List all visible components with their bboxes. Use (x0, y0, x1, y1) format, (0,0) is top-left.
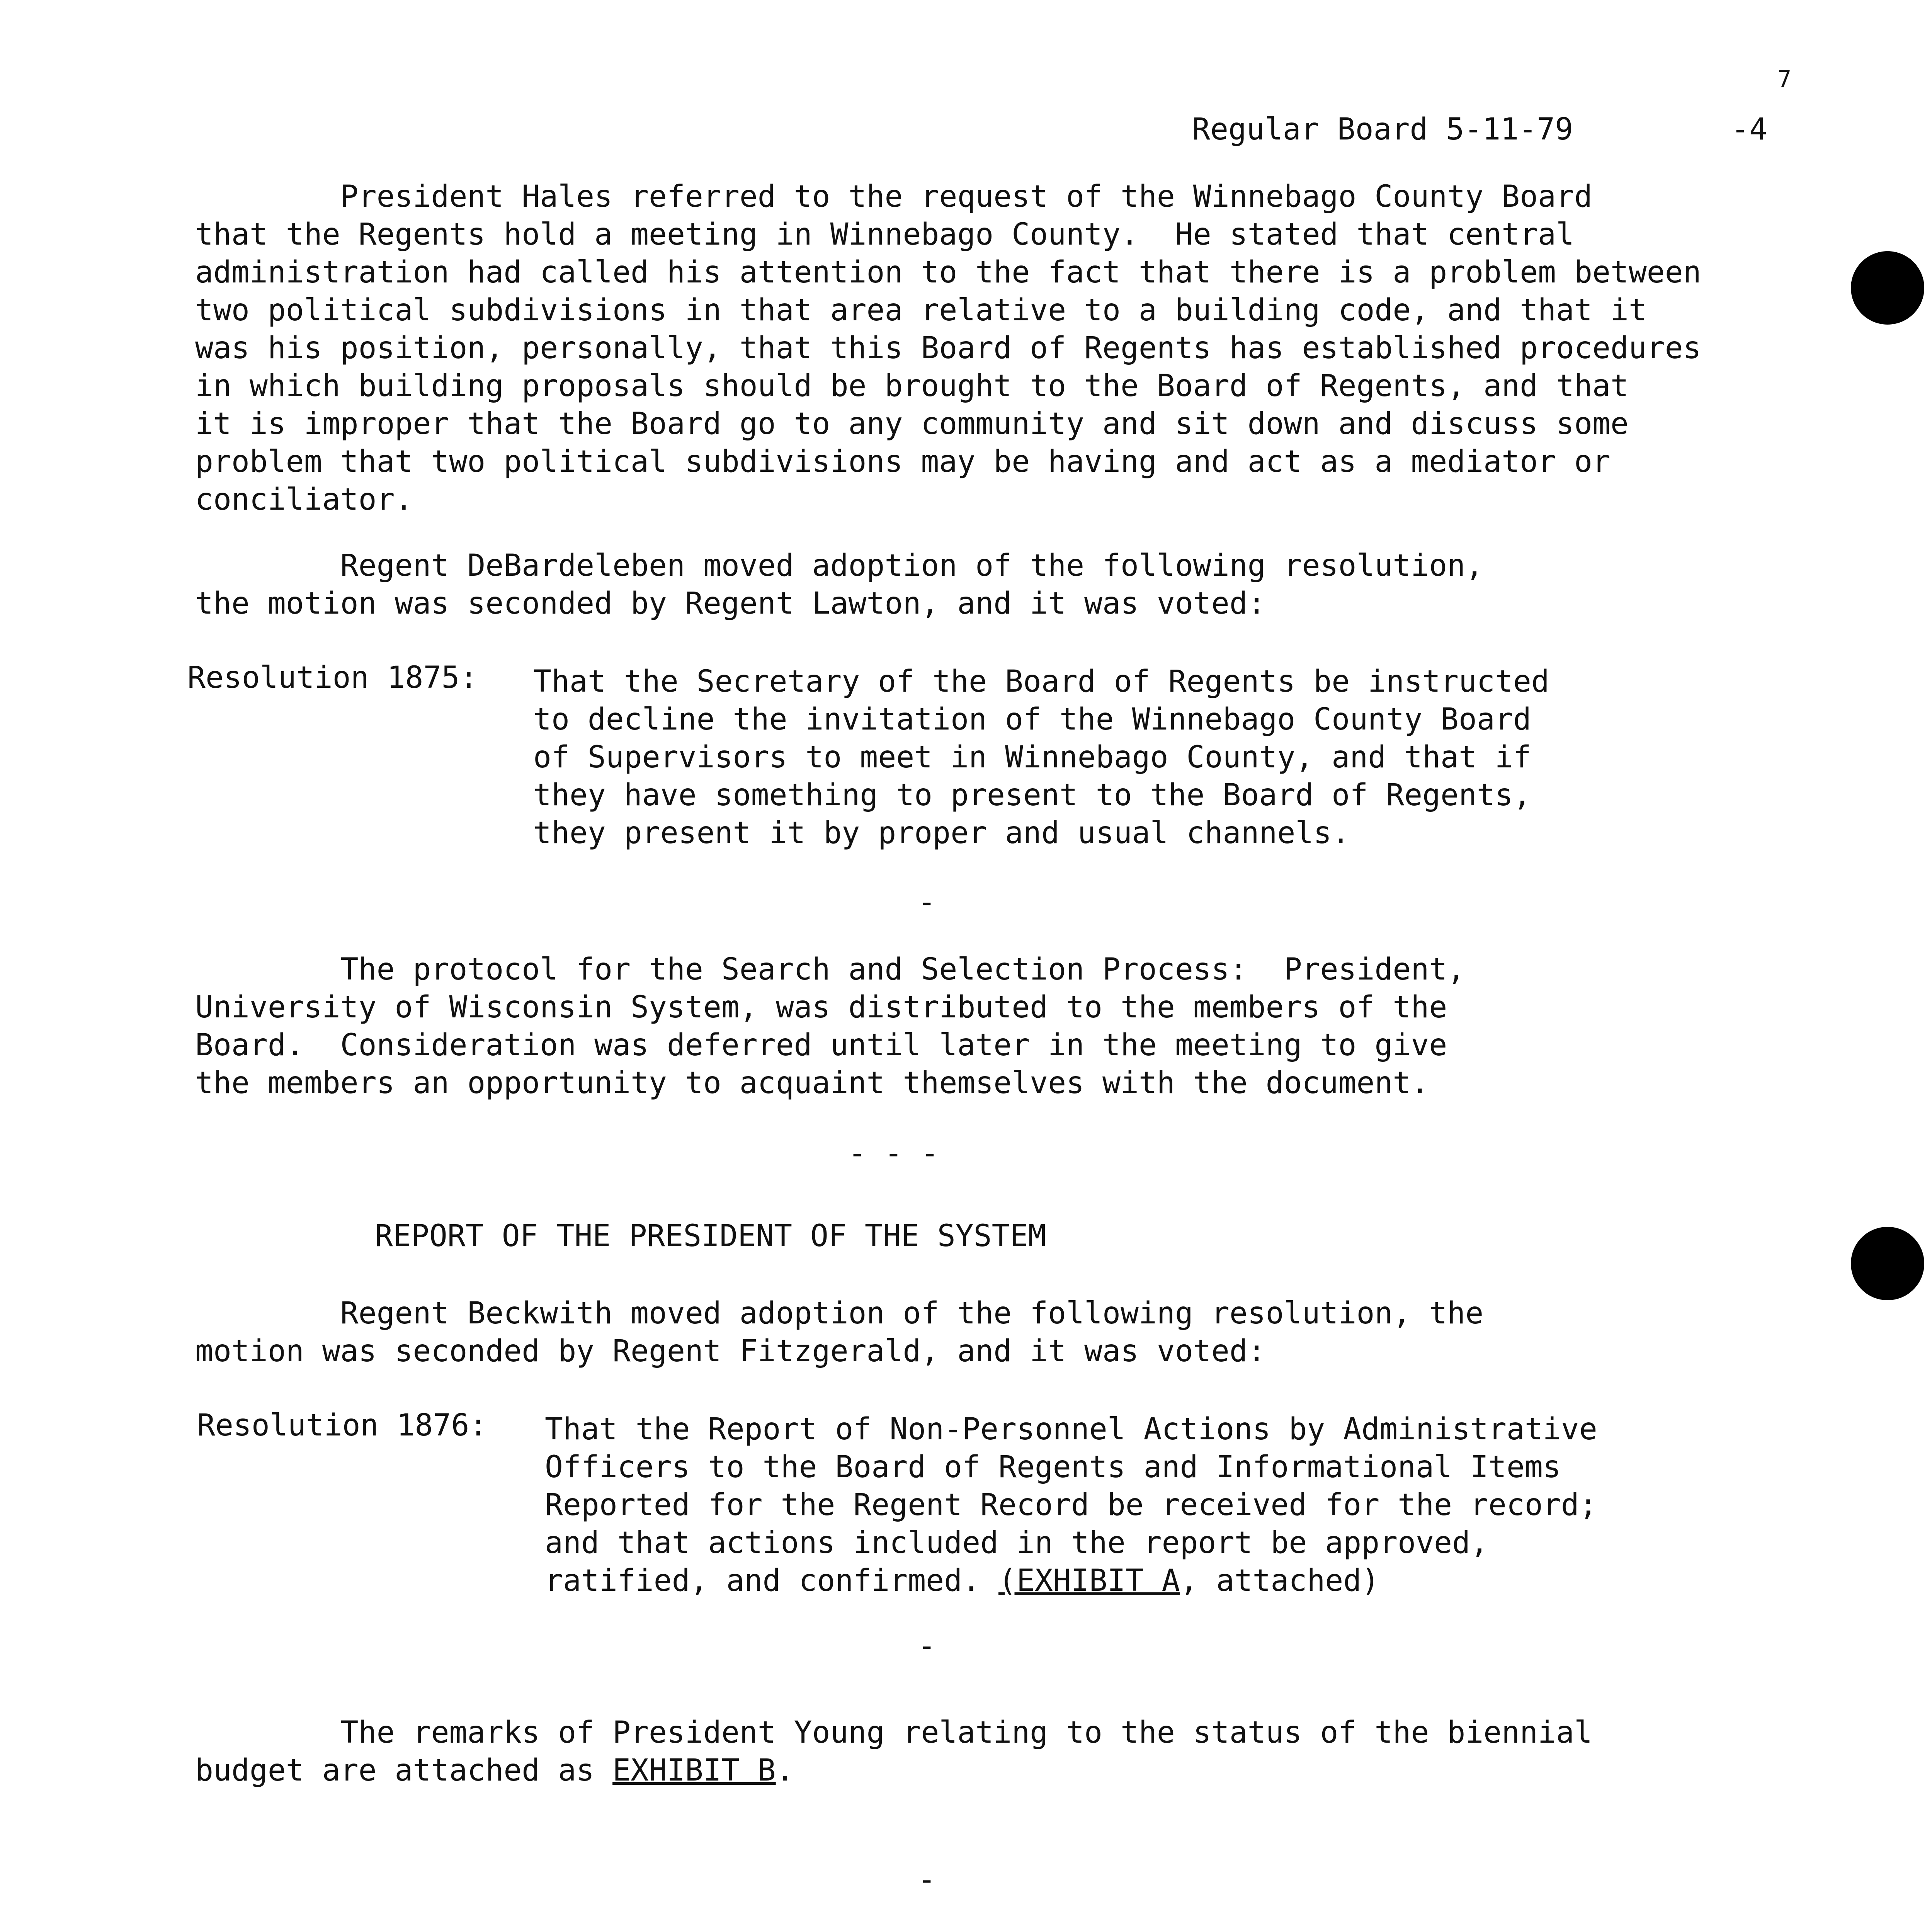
resolution-line: to decline the invitation of the Winnebago County Board (533, 702, 1531, 737)
paragraph-line: The protocol for the Search and Selection Process: President, (195, 952, 1466, 987)
paragraph-line: was his position, personally, that this Board of Regents has established procedures (195, 331, 1701, 366)
exhibit-b-reference: EXHIBIT B (612, 1753, 776, 1788)
paragraph-line: University of Wisconsin System, was distributed to the members of the (195, 990, 1447, 1025)
paragraph-line: the motion was seconded by Regent Lawton, and it was voted: (195, 586, 1266, 621)
resolution-line: That the Secretary of the Board of Regents be instructed (533, 664, 1549, 699)
page-header-label: Regular Board 5-11-79 (1192, 112, 1573, 147)
section-separator: - (918, 885, 936, 920)
resolution-1876-label: Resolution 1876: (197, 1408, 488, 1443)
punch-hole (1851, 1227, 1924, 1300)
resolution-1875-text (533, 663, 1549, 852)
paragraph-line: the members an opportunity to acquaint themselves with the document. (195, 1066, 1429, 1100)
punch-hole (1851, 251, 1924, 325)
corner-mark: 7 (1777, 66, 1792, 93)
resolution-line: That the Report of Non-Personnel Actions by Administrative (545, 1412, 1597, 1447)
paragraph-line-prefix: budget are attached as (195, 1753, 613, 1788)
paragraph-line (195, 1752, 794, 1789)
resolution-line: of Supervisors to meet in Winnebago County, and that if (533, 740, 1531, 775)
paragraph-line: conciliator. (195, 482, 413, 517)
resolution-line: Reported for the Regent Record be received for the record; (545, 1488, 1597, 1522)
section-separator: - (918, 1629, 936, 1663)
resolution-1876-text (545, 1410, 1597, 1600)
section-separator: - (918, 1862, 936, 1897)
resolution-line: they present it by proper and usual channels. (533, 816, 1350, 850)
exhibit-a-reference: (EXHIBIT A (998, 1563, 1180, 1598)
paragraph-line-suffix: . (776, 1753, 794, 1788)
paragraph-line: problem that two political subdivisions may be having and act as a mediator or (195, 444, 1611, 479)
resolution-line: they have something to present to the Board of Regents, (533, 778, 1531, 813)
paragraph-line: it is improper that the Board go to any community and sit down and discuss some (195, 406, 1629, 441)
section-separator: - - - (848, 1136, 939, 1171)
paragraph-line: motion was seconded by Regent Fitzgerald, and it was voted: (195, 1334, 1266, 1369)
resolution-1875-label: Resolution 1875: (187, 660, 478, 695)
paragraph-line: two political subdivisions in that area relative to a building code, and that it (195, 293, 1647, 328)
resolution-line (545, 1562, 1597, 1600)
resolution-line: and that actions included in the report be approved, (545, 1526, 1488, 1560)
page-number: -4 (1731, 112, 1767, 147)
paragraph-line: President Hales referred to the request of the Winnebago County Board (195, 179, 1592, 214)
resolution-line-prefix: ratified, and confirmed. (545, 1563, 998, 1598)
paragraph-line: in which building proposals should be brought to the Board of Regents, and that (195, 369, 1629, 403)
resolution-line: Officers to the Board of Regents and Informational Items (545, 1450, 1561, 1485)
paragraph-line: administration had called his attention to the fact that there is a problem between (195, 255, 1701, 290)
paragraph-line: Regent DeBardeleben moved adoption of the following resolution, (195, 548, 1484, 583)
paragraph-line: Regent Beckwith moved adoption of the following resolution, the (195, 1296, 1484, 1331)
paragraph-line: Board. Consideration was deferred until later in the meeting to give (195, 1028, 1447, 1063)
paragraph-line: The remarks of President Young relating to the status of the biennial (195, 1715, 1592, 1750)
resolution-line-suffix: , attached) (1180, 1563, 1380, 1598)
section-heading: REPORT OF THE PRESIDENT OF THE SYSTEM (375, 1219, 1046, 1253)
paragraph-line: that the Regents hold a meeting in Winnebago County. He stated that central (195, 217, 1574, 252)
